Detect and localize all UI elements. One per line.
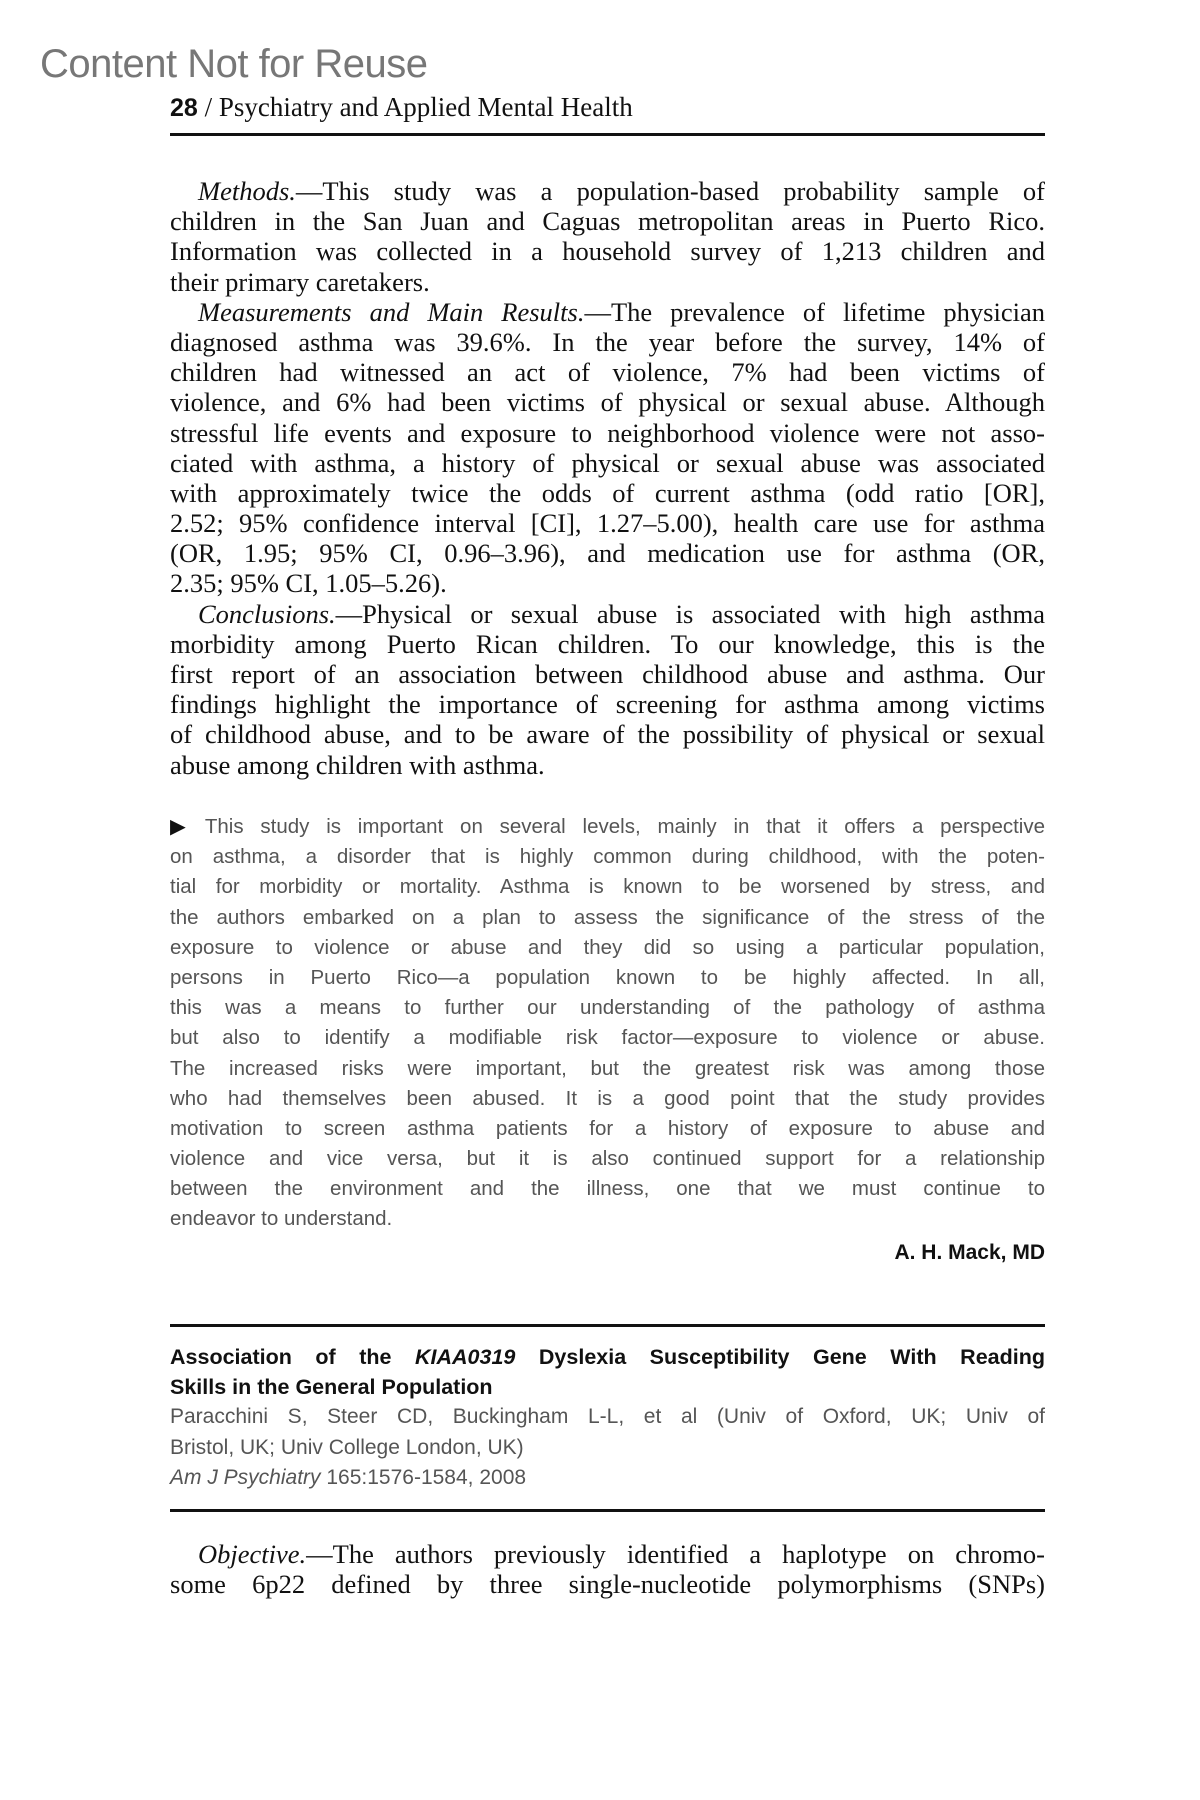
objective-line: Objective.—The authors previously identified a haplotype on chromo- xyxy=(198,1539,1045,1569)
commentary-line: the authors embarked on a plan to assess the significance of the stress of the xyxy=(170,905,1045,929)
running-head xyxy=(170,92,633,123)
journal-name: Psychiatry and Applied Mental Health xyxy=(218,92,633,122)
article-top-rule xyxy=(170,1324,1045,1327)
article-header xyxy=(170,1342,1045,1493)
abstract-line: 2.35; 95% CI, 1.05–5.26). xyxy=(170,568,447,599)
abstract-line: first report of an association between childhood abuse and asthma. Our xyxy=(170,659,1045,689)
abstract xyxy=(170,176,1045,780)
separator: / xyxy=(197,92,219,122)
abstract-line: their primary caretakers. xyxy=(170,266,430,297)
article-bottom-rule xyxy=(170,1509,1045,1512)
abstract-line: Conclusions.—Physical or sexual abuse is associated with high asthma xyxy=(198,598,1045,629)
commentary-line: this was a means to further our understanding of the pathology of asthma xyxy=(170,996,1045,1020)
commentary-line: endeavor to understand. xyxy=(170,1207,393,1231)
objective-line: some 6p22 defined by three single-nucleotide polymorphisms (SNPs) xyxy=(170,1569,1045,1600)
abstract-line: children had witnessed an act of violence, 7% had been victims of xyxy=(170,357,1045,388)
abstract-line: 2.52; 95% confidence interval [CI], 1.27–5.00), health care use for asthma xyxy=(170,508,1045,539)
article-citation: Am J Psychiatry 165:1576-1584, 2008 xyxy=(170,1465,527,1489)
commentary-line: exposure to violence or abuse and they did so using a particular population, xyxy=(170,935,1045,959)
article-authors-line-2: Bristol, UK; Univ College London, UK) xyxy=(170,1435,524,1459)
article-title-line-1: Association of the KIAA0319 Dyslexia Susceptibility Gene With Reading xyxy=(170,1345,1045,1369)
commentary-line: persons in Puerto Rico—a population known to be highly affected. In all, xyxy=(170,965,1045,989)
commentary-line: between the environment and the illness, one that we must continue to xyxy=(170,1177,1045,1201)
commentary xyxy=(170,812,1045,1235)
section-heading: Methods. xyxy=(198,176,296,206)
abstract-line: abuse among children with asthma. xyxy=(170,749,545,780)
objective xyxy=(170,1539,1045,1599)
abstract-line: ciated with asthma, a history of physical or sexual abuse was associated xyxy=(170,447,1045,478)
section-heading: Objective. xyxy=(198,1539,307,1569)
abstract-line: findings highlight the importance of screening for asthma among victims xyxy=(170,689,1045,720)
abstract-line: (OR, 1.95; 95% CI, 0.96–3.96), and medication use for asthma (OR, xyxy=(170,538,1045,569)
article-title-line-2: Skills in the General Population xyxy=(170,1375,493,1400)
gene-name: KIAA0319 xyxy=(414,1345,516,1369)
commentary-line: but also to identify a modifiable risk factor—exposure to violence or abuse. xyxy=(170,1026,1045,1050)
abstract-line: of childhood abuse, and to be aware of the possibility of physical or sexual xyxy=(170,719,1045,750)
journal-abbrev: Am J Psychiatry xyxy=(170,1465,321,1489)
abstract-line: stressful life events and exposure to neighborhood violence were not asso- xyxy=(170,417,1045,448)
watermark: Content Not for Reuse xyxy=(40,42,428,86)
abstract-line: Measurements and Main Results.—The prevalence of lifetime physician xyxy=(198,296,1045,327)
commentary-line: ▶ This study is important on several levels, mainly in that it offers a perspective xyxy=(170,815,1045,838)
abstract-line: children in the San Juan and Caguas metropolitan areas in Puerto Rico. xyxy=(170,206,1045,237)
commentary-line: tial for morbidity or mortality. Asthma is known to be worsened by stress, and xyxy=(170,875,1045,899)
section-heading: Conclusions. xyxy=(198,598,336,629)
commentary-author: A. H. Mack, MD xyxy=(894,1241,1045,1264)
abstract-line: violence, and 6% had been victims of physical or sexual abuse. Although xyxy=(170,387,1045,418)
commentary-line: The increased risks were important, but the greatest risk was among those xyxy=(170,1056,1045,1080)
abstract-line: diagnosed asthma was 39.6%. In the year before the survey, 14% of xyxy=(170,326,1045,357)
commentary-line: motivation to screen asthma patients for a history of exposure to abuse and xyxy=(170,1116,1045,1140)
triangle-marker-icon: ▶ xyxy=(170,815,197,838)
commentary-line: violence and vice versa, but it is also continued support for a relationship xyxy=(170,1147,1045,1171)
abstract-line: morbidity among Puerto Rican children. To our knowledge, this is the xyxy=(170,628,1045,659)
abstract-line: Information was collected in a household survey of 1,213 children and xyxy=(170,236,1045,267)
section-heading: Measurements and Main Results. xyxy=(198,296,585,327)
commentary-line: on asthma, a disorder that is highly common during childhood, with the poten- xyxy=(170,845,1045,869)
abstract-line: with approximately twice the odds of current asthma (odd ratio [OR], xyxy=(170,477,1045,508)
commentary-line: who had themselves been abused. It is a good point that the study provides xyxy=(170,1086,1045,1110)
header-rule xyxy=(170,133,1045,136)
page-number: 28 xyxy=(170,94,198,122)
abstract-line: Methods.—This study was a population-based probability sample of xyxy=(198,176,1045,206)
article-authors-line-1: Paracchini S, Steer CD, Buckingham L-L, et al (Univ of Oxford, UK; Univ of xyxy=(170,1405,1045,1429)
